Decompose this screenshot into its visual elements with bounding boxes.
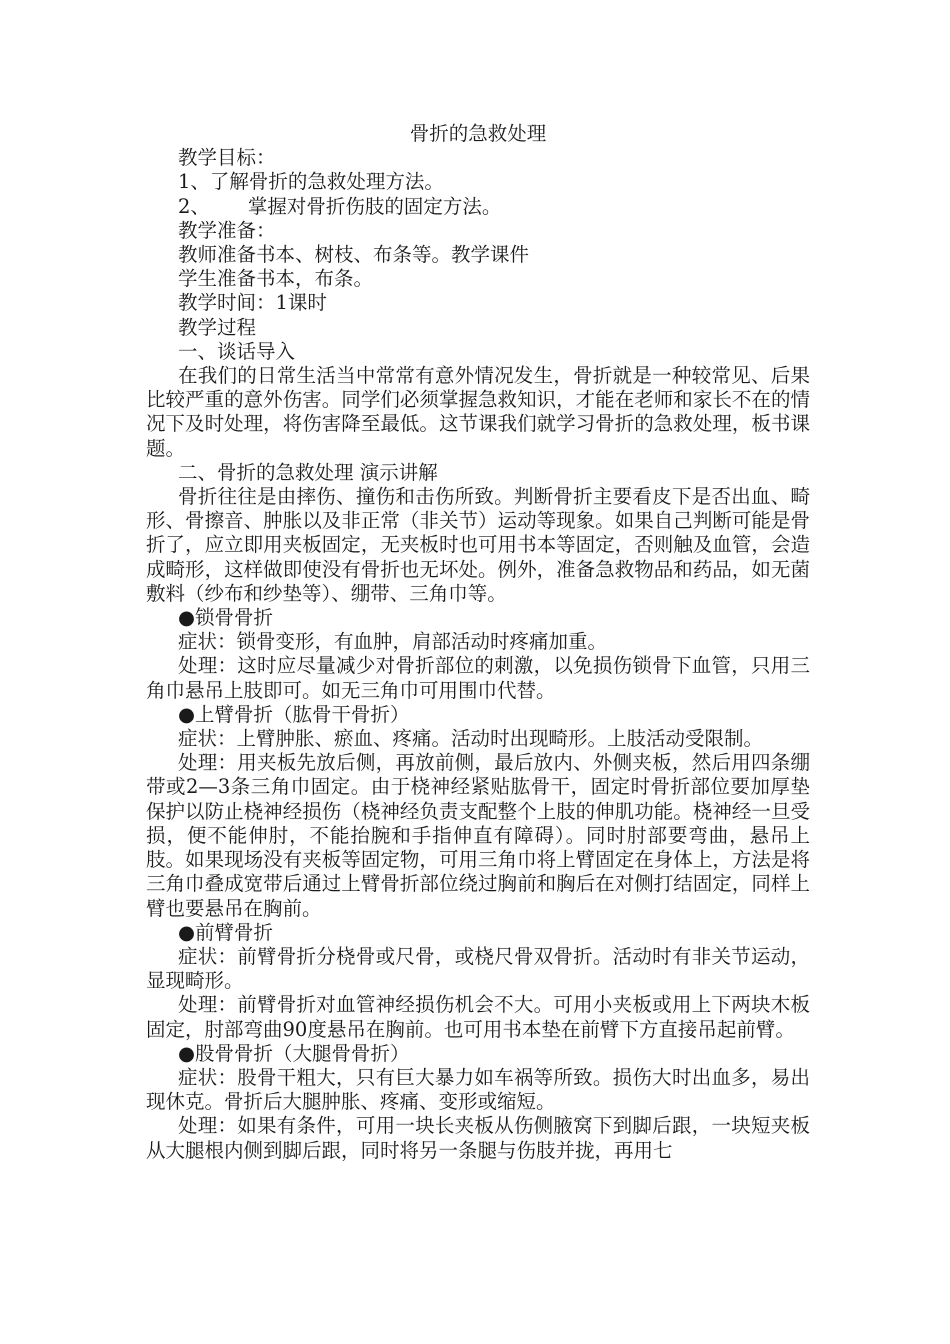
section-1-paragraph: 在我们的日常生活当中常常有意外情况发生，骨折就是一种较常见、后果比较严重的意外伤害。同学们必须掌握急救知识，才能在老师和家长不在的情况下及时处理，将伤害降至最低。这节课我们就学习骨折的急救处理，板书课题。 <box>146 364 810 460</box>
objective-item-2-number: 2、 <box>178 194 210 218</box>
forearm-treatment: 处理：前臂骨折对血管神经损伤机会不大。可用小夹板或用上下两块木板固定，肘部弯曲90度悬吊在胸前。也可用书本垫在前臂下方直接吊起前臂。 <box>146 993 810 1041</box>
femur-treatment: 处理：如果有条件，可用一块长夹板从伤侧腋窝下到脚后跟，一块短夹板从大腿根内侧到脚后跟，同时将另一条腿与伤肢并拢，再用七 <box>146 1114 810 1162</box>
femur-symptom: 症状：股骨干粗大，只有巨大暴力如车祸等所致。损伤大时出血多，易出现休克。骨折后大腿肿胀、疼痛、变形或缩短。 <box>146 1065 810 1114</box>
prep-heading: 教学准备： <box>178 218 276 242</box>
process-heading: 教学过程 <box>178 315 257 339</box>
forearm-symptom: 症状：前臂骨折分桡骨或尺骨，或桡尺骨双骨折。活动时有非关节运动，显现畸形。 <box>146 944 810 993</box>
upperarm-symptom: 症状：上臂肿胀、瘀血、疼痛。活动时出现畸形。上肢活动受限制。 <box>178 727 764 751</box>
clavicle-heading: ●锁骨骨折 <box>178 606 274 630</box>
section-1-heading: 一、谈话导入 <box>178 339 296 363</box>
section-2-heading: 二、骨折的急救处理 演示讲解 <box>178 460 438 484</box>
objective-item-2-text: 掌握对骨折伤肢的固定方法。 <box>247 194 502 218</box>
document-body <box>146 122 810 1163</box>
page-title: 骨折的急救处理 <box>409 122 547 145</box>
prep-student: 学生准备书本，布条。 <box>178 267 374 291</box>
femur-heading: ●股骨骨折（大腿骨骨折） <box>178 1041 410 1065</box>
upperarm-heading: ●上臂骨折（肱骨干骨折） <box>178 702 410 726</box>
upperarm-treatment: 处理：用夹板先放后侧，再放前侧，最后放内、外侧夹板，然后用四条绷带或2—3条三角巾固定。由于桡神经紧贴肱骨干，固定时骨折部位要加厚垫保护以防止桡神经损伤（桡神经负责支配整个上肢的伸肌功能。桡神经一旦受损，便不能伸肘，不能抬腕和手指伸直有障碍）。同时肘部要弯曲，悬吊上肢。如果现场没有夹板等固定物，可用三角巾将上臂固定在身体上，方法是将三角巾叠成宽带后通过上臂骨折部位绕过胸前和胸后在对侧打结固定，同样上臂也要悬吊在胸前。 <box>146 751 810 920</box>
objective-item-1: 1、了解骨折的急救处理方法。 <box>178 170 444 194</box>
objectives-heading: 教学目标： <box>178 146 276 170</box>
forearm-heading: ●前臂骨折 <box>178 920 274 944</box>
clavicle-treatment: 处理：这时应尽量减少对骨折部位的刺激，以免损伤锁骨下血管，只用三角巾悬吊上肢即可。如无三角巾可用围巾代替。 <box>146 654 810 702</box>
objective-item-2 <box>146 195 810 219</box>
section-2-paragraph: 骨折往往是由摔伤、撞伤和击伤所致。判断骨折主要看皮下是否出血、畸形、骨擦音、肿胀以及非正常（非关节）运动等现象。如果自己判断可能是骨折了，应立即用夹板固定，无夹板时也可用书本等固定，否则触及血管，会造成畸形，这样做即使没有骨折也无坏处。例外，准备急救物品和药品，如无菌敷料（纱布和纱垫等）、绷带、三角巾等。 <box>146 485 810 605</box>
prep-teacher: 教师准备书本、树枝、布条等。教学课件 <box>178 243 530 267</box>
clavicle-symptom: 症状：锁骨变形，有血肿，肩部活动时疼痛加重。 <box>178 630 608 654</box>
teaching-time: 教学时间：1课时 <box>178 291 327 315</box>
